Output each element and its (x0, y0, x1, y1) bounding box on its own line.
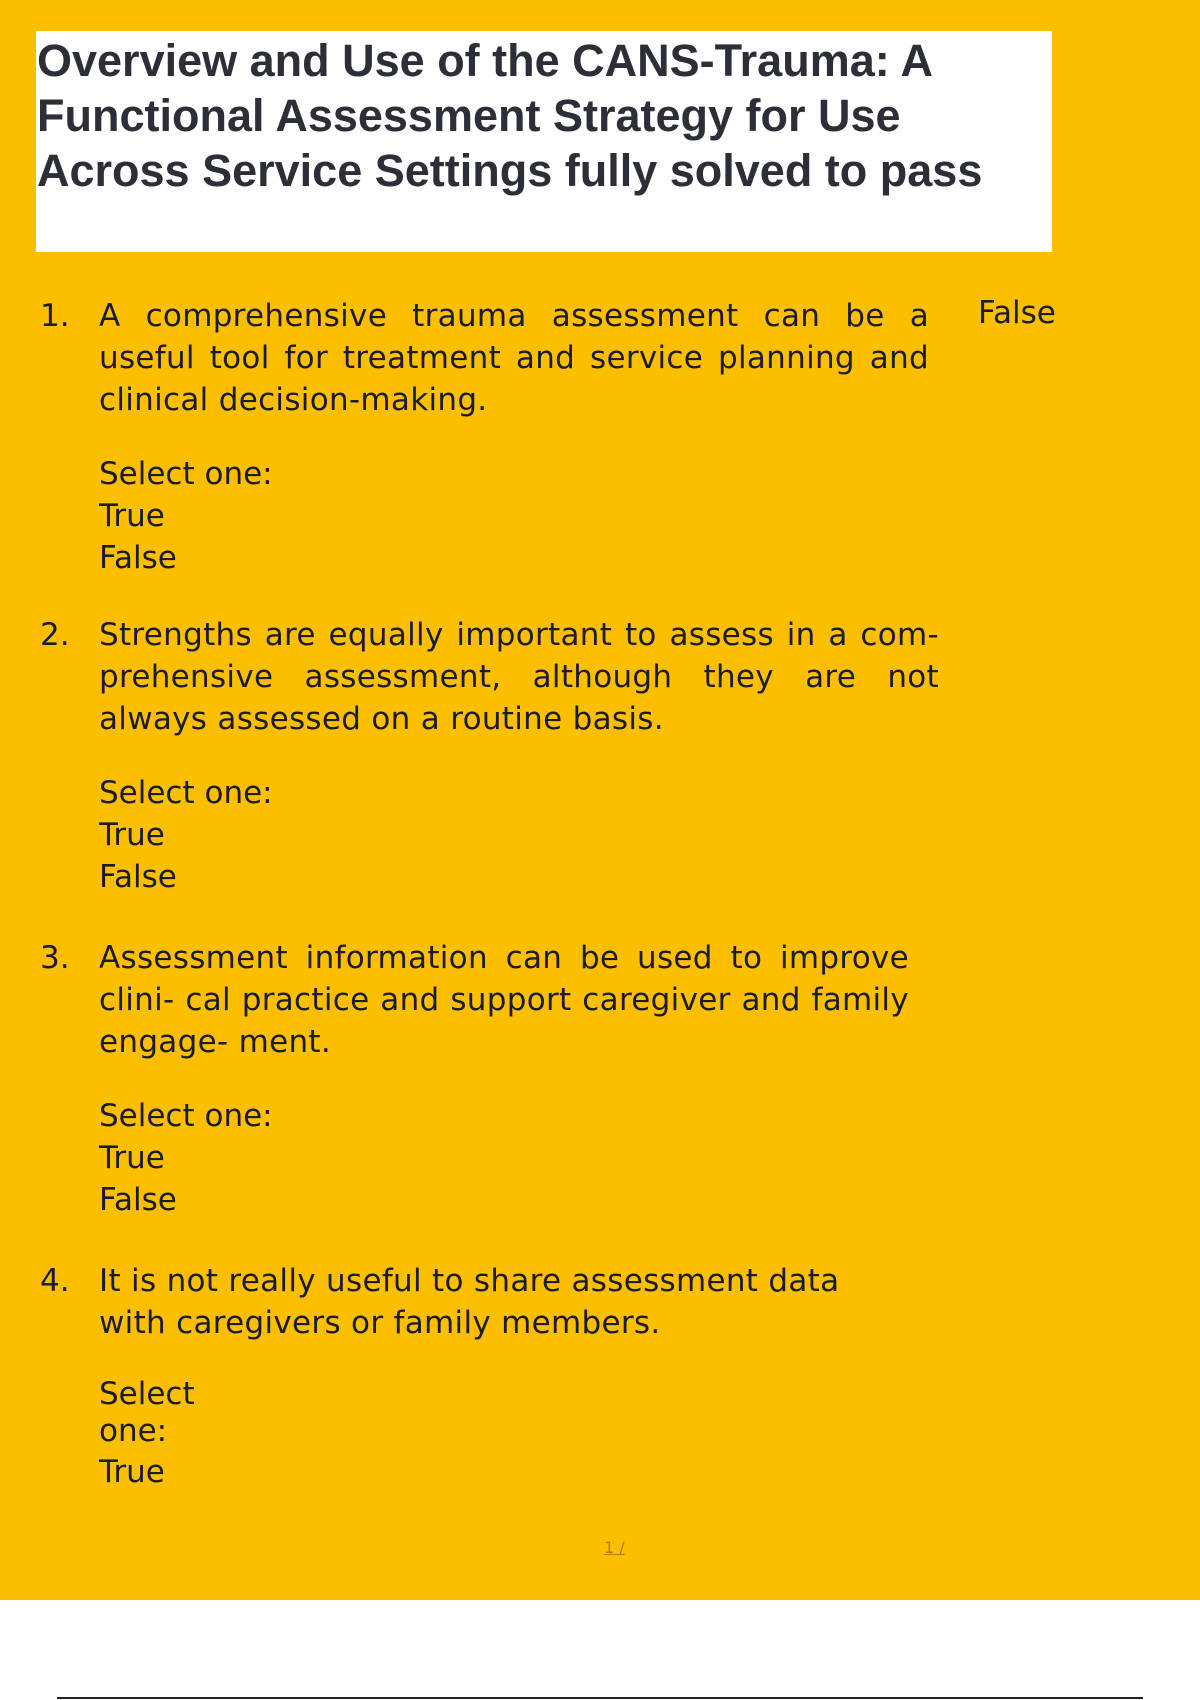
question-text: It is not really useful to share assessment data with caregivers or family members. (99, 1263, 840, 1341)
select-one-label: Select one: (99, 1376, 195, 1449)
title-box (36, 31, 1052, 252)
answer-text: False (978, 295, 1056, 331)
option-true[interactable]: True (99, 1454, 165, 1490)
select-one-label: Select one: (99, 1098, 273, 1134)
option-true[interactable]: True (99, 1140, 165, 1176)
footer-divider (57, 1697, 1143, 1699)
question-text: A comprehensive trauma assessment can be a useful tool for treatment and service planning and clinical decision-making. (99, 298, 929, 418)
page-number: 1 / (604, 1538, 625, 1557)
question-text: Strengths are equally important to assess in a com- prehensive assessment, although they are not always assessed on a routine basis. (99, 617, 939, 737)
document-title: Overview and Use of the CANS-Trauma: A Functional Assessment Strategy for Use Across Service Settings fully solved to pass (37, 35, 983, 196)
option-true[interactable]: True (99, 817, 165, 853)
question-text: Assessment information can be used to improve clini- cal practice and support caregiver and family engage- ment. (99, 940, 909, 1060)
option-false[interactable]: False (99, 540, 177, 576)
select-one-label: Select one: (99, 775, 273, 811)
question-number: 4. (40, 1263, 70, 1299)
question-number: 3. (40, 940, 70, 976)
option-true[interactable]: True (99, 498, 165, 534)
question-number: 2. (40, 617, 70, 653)
option-false[interactable]: False (99, 859, 177, 895)
option-false[interactable]: False (99, 1182, 177, 1218)
select-one-label: Select one: (99, 456, 273, 492)
question-number: 1. (40, 298, 70, 334)
